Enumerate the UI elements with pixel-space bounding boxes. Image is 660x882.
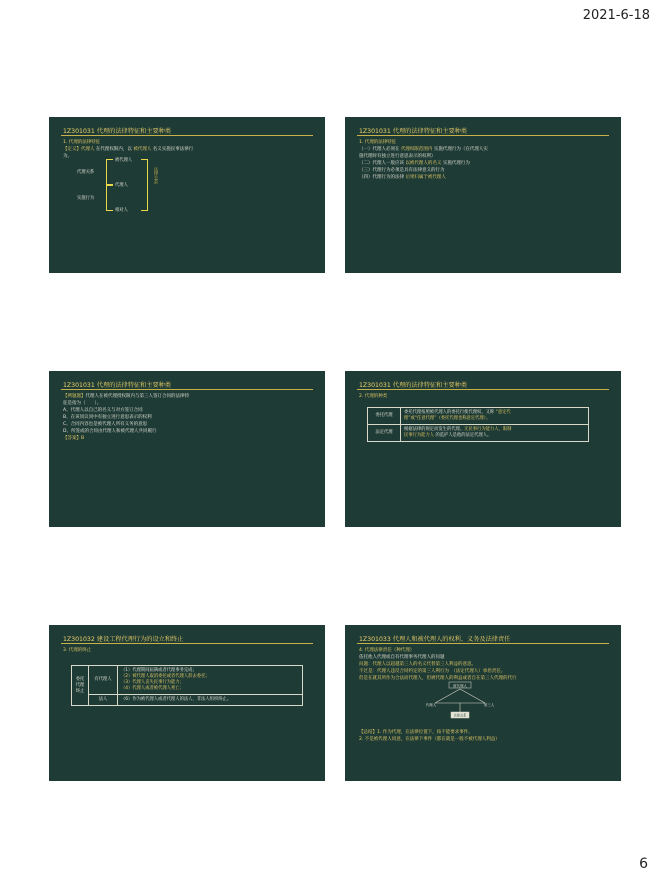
slide-title: 1Z301033 代理人和被代理人的权利、义务及法律责任 [359,636,511,643]
feature-line-4: （三）代理行为必须是具有法律意义的行为 [359,168,445,173]
answer-label: 【答案】 [63,436,81,441]
termination-item-legal: （6）作为被代理人或者代理人的法人、非法人组织终止。 [118,695,303,706]
slide-2 [345,117,621,273]
definition-agent: 代理人 [81,147,95,152]
question-text-2: 征是指为（ ）。 [63,401,102,406]
feature-line-1: （一）代理人必须在 代理权限范围内 实施代理行为（在代理人实 [359,147,488,152]
agency-types-table [367,407,589,442]
agency-desc: 根据法律的规定而发生的代理。无民事行为能力人、限制 民事行为能力人 的监护人是他的法定代理人。 [401,425,589,442]
liability-line-2: 问题：代理人以超越第三人的名义代替第三人利益的意思。 [359,662,476,667]
termination-items: （1）代理期间届满或者代理事务完成； （2）被代理人取消委托或者代理人辞去委托； （3）代理人丧失民事行为能力； （4）代理人或者被代理人死亡； [118,666,303,695]
definition-prefix: 【定义】 [63,147,81,152]
definition-text-2: 名义实施民事法律行 [151,147,194,152]
slide-3 [49,371,325,527]
termination-category: 委托代理终止 [72,666,89,706]
slide-title: 1Z301031 代理的法律特征和主要种类 [63,128,172,135]
summary-label: 【总结】 [359,730,377,735]
agency-diagram [49,117,325,273]
slide-5 [49,625,325,781]
diagram-agency-relation: 代理关系 [77,170,95,175]
slide-heading: 1. 代理的法律特征 [359,140,397,145]
diagram-third-party: 第三人 [483,703,495,707]
agency-type: 委托代理 [368,408,401,425]
feature-line-3: （二）代理人一般应该 以被代理人的名义 实施代理行为 [359,161,470,166]
slide-1 [49,117,325,273]
option-b: B、在该同议同中有独立进行意思表示的权利 [63,415,152,420]
termination-subject-agent: 有代理人 [89,666,118,695]
definition-text-3: 为。 [63,154,72,159]
title-divider [61,643,313,644]
print-date: 2021-6-18 [582,8,650,23]
liability-line-1: 依托他人代理或自有代理事务代理人的问题 [359,655,445,660]
question-text: 代理人在被代理授权限内与第三人签订合同的法律特 [85,394,189,399]
diagram-principal: 被代理人 [453,683,467,688]
option-a: A、代理人以自己的名义与对方签订合同 [63,408,143,413]
diagram-third-party: 相对人 [115,208,128,213]
diagram-legal-relation: 法律关系 [453,713,467,718]
slide-title: 1Z301031 代理的法律特征和主要种类 [359,382,468,389]
liability-diagram [415,681,505,719]
answer-value: B [81,436,85,441]
diagram-legal-relation: 法律关系 [153,167,158,185]
agency-type: 法定代理 [368,425,401,442]
title-divider [357,389,609,390]
table-row [368,425,589,442]
diagram-act: 实施行为 [77,196,95,201]
liability-line-3: 不过是：代理人违反合同约定的第三人利行为 （法定代理人）承担责任。 [359,669,506,674]
table-row [368,408,589,425]
bracket-relation [106,159,113,185]
termination-table [71,665,303,706]
slide-6 [345,625,621,781]
definition-principal: 被代理人 [133,147,152,152]
bracket-act [106,185,113,211]
diagram-agent: 代理人 [425,703,437,707]
liability-line-4: 但是在就其所作为合法而代理人，但被代理人的利益或者自在第三人代理的代行 [359,676,517,681]
option-c: C、合同内容也是被代理人所有义务的意思 [63,422,148,427]
termination-subject-legal: 法人 [89,695,118,706]
question-prefix: 【例题题】 [63,394,86,399]
slide-heading: 4. 代理法律责任（种代理） [359,648,415,653]
summary-line-1: 1. 作为代理，在法律位置下，按不能要求事件。 [377,730,473,735]
feature-line-2: 施代理时有独立进行意思表示的权利） [359,154,436,159]
agency-desc: 委托代理按照被代理人的委托行使代理权，又称 “意定代 理”或“任意代理”（委托代理也称意定代理）。 [401,408,589,425]
page-number: 6 [639,856,648,872]
feature-line-5: （四）代理行为的法律 后果归属于被代理人 [359,175,446,180]
option-d: D、所签成的合同由代理人和被代理人共同履行 [63,429,157,434]
definition-text: 在代理权限内，以 [94,147,134,152]
slide-title: 1Z301032 建设工程代理行为的设立和终止 [63,636,184,643]
slide-heading: 3. 代理的终止 [63,648,92,653]
diagram-agent: 代理人 [115,183,128,188]
slide-4 [345,371,621,527]
diagram-principal: 被代理人 [115,158,133,163]
slide-title: 1Z301031 代理的法律特征和主要种类 [63,382,172,389]
bracket-legal-relation [141,159,148,211]
slide-heading: 2. 代理的种类 [359,394,388,399]
summary-line-2: 2. 不是被代理人同意，在法律下事件（都在就是一般不被代理人利益） [359,737,500,742]
slide-title: 1Z301031 代理的法律特征和主要种类 [359,128,468,135]
title-divider [357,643,609,644]
slide-heading: 1. 代理的法律特征 [63,140,101,145]
title-divider [357,135,609,136]
title-divider [61,389,313,390]
